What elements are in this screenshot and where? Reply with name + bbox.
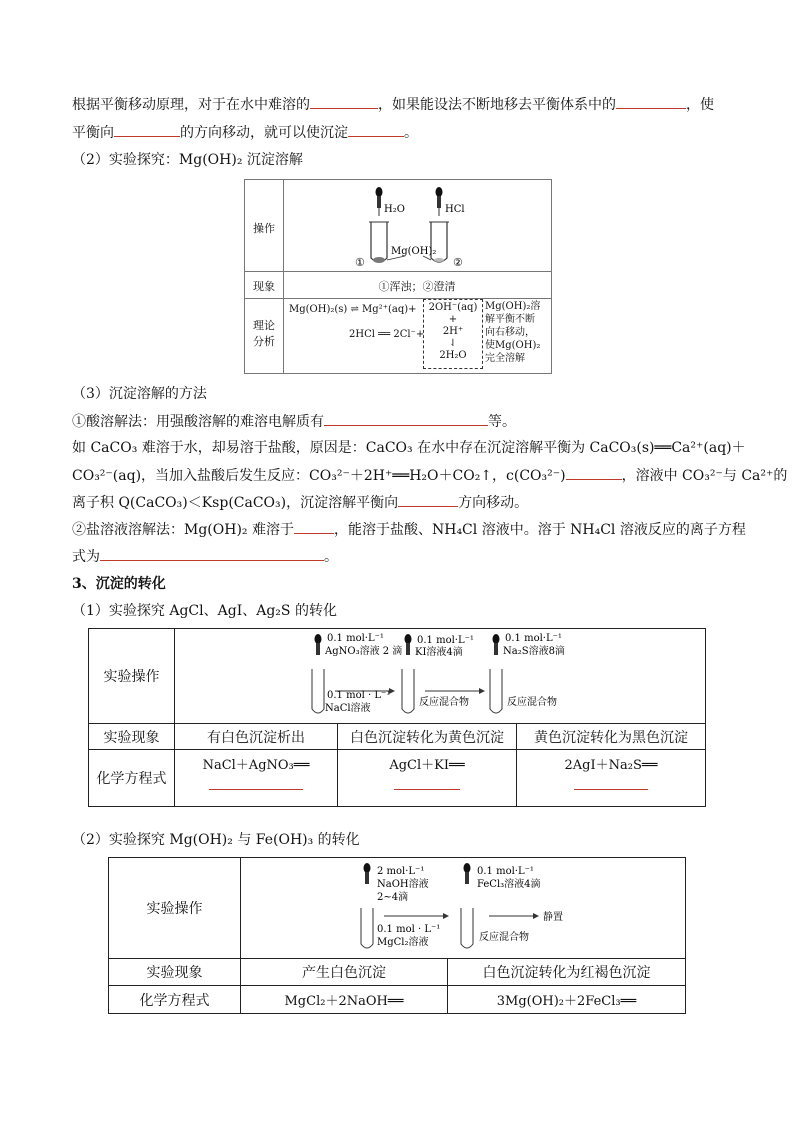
dashed-box: 2OH⁻(aq) + 2H⁺ ⇃ 2H₂O — [423, 299, 483, 369]
reagent-1-amount: 2~4滴 — [377, 892, 409, 903]
answer-blank[interactable] — [566, 465, 622, 480]
stand-label: 静置 — [543, 912, 563, 923]
tube-1-name: MgCl₂溶液 — [377, 937, 429, 948]
equation-cell: MgCl₂＋2NaOH══ — [241, 986, 448, 1014]
reagent-1-conc: 2 mol·L⁻¹ — [377, 866, 425, 877]
subsection-title: （2）实验探究 Mg(OH)₂ 与 Fe(OH)₃ 的转化 — [72, 832, 360, 848]
reagent-2-name: FeCl₃溶液4滴 — [477, 879, 541, 890]
row-label-phenomenon: 现象 — [253, 280, 275, 293]
answer-blank[interactable] — [310, 94, 378, 109]
dropper-icon — [464, 863, 471, 884]
answer-blank[interactable] — [574, 789, 648, 790]
test-tube-icon — [490, 669, 502, 713]
reagent-3-name: Na₂S溶液8滴 — [503, 646, 565, 657]
agcl-conversion-table — [88, 628, 706, 807]
answer-blank[interactable] — [616, 94, 686, 109]
mix-label: 反应混合物 — [479, 932, 529, 943]
equation-cell: 3Mg(OH)₂＋2FeCl₃══ — [448, 986, 686, 1014]
answer-blank[interactable] — [100, 546, 324, 561]
equation-2: 2HCl ══ 2Cl⁻+ — [349, 329, 425, 340]
row-label-operation: 实验操作 — [89, 629, 175, 724]
section-title: （2）实验探究：Mg(OH)₂ 沉淀溶解 — [72, 152, 303, 168]
test-tube-icon — [402, 669, 414, 713]
phenomenon-cell: 黄色沉淀转化为黑色沉淀 — [517, 724, 706, 750]
row-label-operation: 操作 — [253, 222, 275, 235]
answer-blank[interactable] — [324, 411, 488, 426]
tube-1-conc: 0.1 mol · L⁻¹ — [377, 924, 441, 935]
row-label-equation: 化学方程式 — [109, 986, 241, 1014]
para1-line2: 平衡向 的方向移动，就可以使沉淀 。 — [72, 122, 418, 143]
dropper-icon — [493, 634, 500, 655]
equation-cell: AgCl＋KI══ — [338, 750, 517, 807]
phenomenon-cell: 有白色沉淀析出 — [175, 724, 338, 750]
row-label-equation: 化学方程式 — [89, 750, 175, 807]
mgoh2-dissolve-table — [244, 179, 552, 374]
test-tube-diagram — [283, 180, 551, 271]
mix-label-1: 反应混合物 — [419, 697, 469, 708]
reagent-1-conc: 0.1 mol·L⁻¹ — [327, 633, 384, 644]
label-h2o: H₂O — [384, 204, 405, 215]
answer-blank[interactable] — [394, 789, 460, 790]
reagent-2-conc: 0.1 mol·L⁻¹ — [417, 635, 474, 646]
reagent-1-name: NaOH溶液 — [377, 879, 429, 890]
reagent-2-conc: 0.1 mol·L⁻¹ — [477, 866, 534, 877]
section-title: （3）沉淀溶解的方法 — [72, 386, 207, 402]
label-mgoh2: Mg(OH)₂ — [391, 246, 437, 257]
row-label-phenomenon: 实验现象 — [89, 724, 175, 750]
equation-cell: NaCl＋AgNO₃══ — [175, 750, 338, 807]
phenomenon-cell: 产生白色沉淀 — [241, 959, 448, 986]
section-heading: 3、沉淀的转化 — [72, 576, 166, 592]
dropper-icon — [315, 634, 322, 655]
test-tube-icon — [461, 908, 473, 948]
test-tube-icon — [312, 669, 324, 713]
salt-line1: ②盐溶液溶解法：Mg(OH)₂ 难溶于 ，能溶于盐酸、NH₄Cl 溶液中。溶于 NH₄Cl 溶液反应的离子方程 — [72, 519, 746, 540]
phenomenon-cell: 白色沉淀转化为黄色沉淀 — [338, 724, 517, 750]
test-tube-sequence — [175, 629, 705, 723]
phenomenon-cell: 白色沉淀转化为红褐色沉淀 — [448, 959, 686, 986]
reagent-2-name: KI溶液4滴 — [415, 647, 463, 658]
test-tube-icon — [369, 222, 389, 263]
row-label-theory: 理论 分析 — [253, 319, 275, 348]
answer-blank[interactable] — [294, 519, 334, 534]
operation-diagram — [241, 858, 686, 959]
reagent-3-conc: 0.1 mol·L⁻¹ — [505, 633, 562, 644]
answer-blank[interactable] — [114, 122, 180, 137]
test-tube-sequence — [241, 858, 685, 958]
answer-blank[interactable] — [398, 492, 458, 507]
equation-1: Mg(OH)₂(s) ⇌ Mg²⁺(aq)+ — [289, 304, 417, 315]
phenomenon-value: ①浑浊；②澄清 — [378, 280, 456, 293]
reagent-1-name: AgNO₃溶液 2 滴 — [325, 646, 403, 657]
dropper-icon — [436, 187, 443, 216]
dropper-icon — [364, 863, 371, 884]
answer-blank[interactable] — [348, 122, 404, 137]
para1-line1: 根据平衡移动原理，对于在水中难溶的 ，如果能设法不断地移去平衡体系中的 ，使 — [72, 94, 714, 115]
dropper-icon — [405, 634, 412, 655]
caco3-line3: 离子积 Q(CaCO₃)＜Ksp(CaCO₃)，沉淀溶解平衡向 方向移动。 — [72, 492, 528, 513]
answer-blank[interactable] — [209, 789, 303, 790]
subsection-title: （1）实验探究 AgCl、AgI、Ag₂S 的转化 — [72, 603, 337, 619]
mgoh2-feoh3-table — [108, 857, 686, 1014]
tube-number-2: ② — [453, 256, 463, 269]
test-tube-icon — [361, 908, 373, 948]
caco3-line1: 如 CaCO₃ 难溶于水，却易溶于盐酸，原因是：CaCO₃ 在水中存在沉淀溶解平衡为 CaCO₃(s)══Ca²⁺(aq)＋ — [72, 440, 746, 456]
salt-line2: 式为 。 — [72, 546, 338, 567]
theory-note: Mg(OH)₂溶 解平衡不断 向右移动， 使Mg(OH)₂ 完全溶解 — [485, 301, 541, 364]
row-label-operation: 实验操作 — [109, 858, 241, 959]
equation-cell: 2AgI＋Na₂S══ — [517, 750, 706, 807]
tube-number-1: ① — [355, 256, 365, 269]
label-hcl: HCl — [445, 204, 465, 215]
acid-method: ①酸溶解法：用强酸溶解的难溶电解质有 等。 — [72, 411, 516, 432]
caco3-line2: CO₃²⁻(aq)，当加入盐酸后发生反应：CO₃²⁻＋2H⁺══H₂O＋CO₂↑，c(CO₃²⁻) ，溶液中 CO₃²⁻与 Ca²⁺的 — [72, 465, 787, 486]
mix-label-2: 反应混合物 — [507, 697, 557, 708]
tube-1-name: NaCl溶液 — [325, 703, 371, 714]
row-label-phenomenon: 实验现象 — [109, 959, 241, 986]
operation-diagram — [175, 629, 706, 724]
tube-1-conc: 0.1 mol · L⁻¹ — [327, 690, 391, 701]
dropper-icon — [376, 187, 383, 216]
